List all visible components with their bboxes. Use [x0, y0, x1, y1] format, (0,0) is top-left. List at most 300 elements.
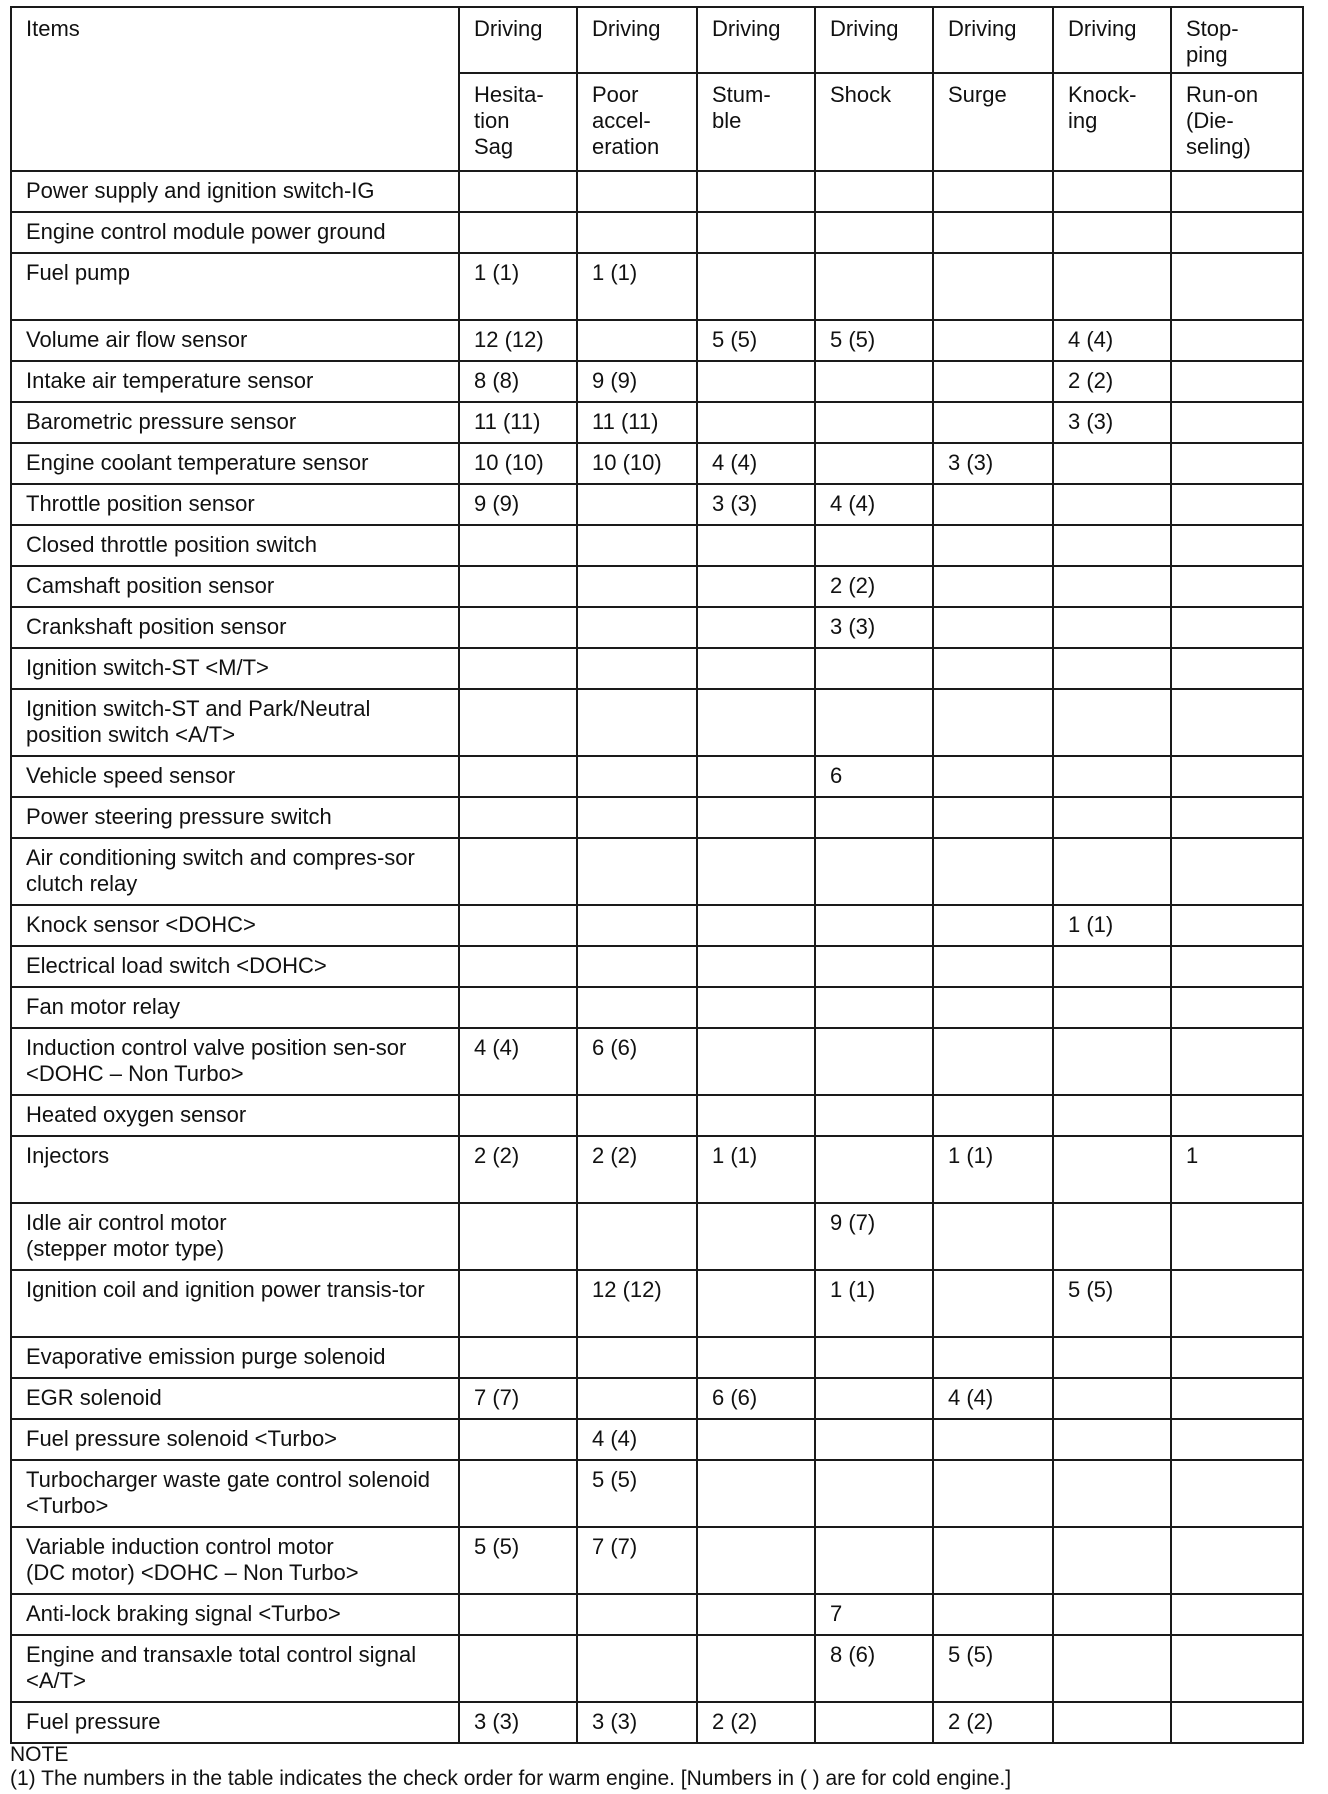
item-name-cell: Heated oxygen sensor: [11, 1095, 459, 1136]
check-order-cell: [1171, 1460, 1303, 1527]
check-order-cell: [933, 1460, 1053, 1527]
check-order-cell: [815, 402, 933, 443]
check-order-cell: [459, 607, 577, 648]
check-order-cell: [933, 689, 1053, 756]
table-row: [11, 1136, 1303, 1203]
table-row: [11, 361, 1303, 402]
check-order-cell: [459, 171, 577, 212]
check-order-cell: [815, 648, 933, 689]
check-order-cell: [577, 838, 697, 905]
check-order-cell: [815, 1028, 933, 1095]
check-order-cell: [459, 797, 577, 838]
check-order-cell: 10 (10): [459, 443, 577, 484]
check-order-cell: 3 (3): [697, 484, 815, 525]
check-order-cell: [1171, 1635, 1303, 1702]
check-order-cell: [1171, 212, 1303, 253]
check-order-cell: [1053, 525, 1171, 566]
check-order-cell: [697, 171, 815, 212]
table-row: [11, 1378, 1303, 1419]
check-order-cell: [1053, 1378, 1171, 1419]
table-row: [11, 607, 1303, 648]
item-name-cell: Power supply and ignition switch-IG: [11, 171, 459, 212]
item-name-cell: Crankshaft position sensor: [11, 607, 459, 648]
check-order-cell: [1171, 648, 1303, 689]
item-name-cell: Engine control module power ground: [11, 212, 459, 253]
check-order-cell: [697, 987, 815, 1028]
check-order-cell: [697, 361, 815, 402]
check-order-cell: 8 (6): [815, 1635, 933, 1702]
check-order-cell: [697, 566, 815, 607]
check-order-cell: [1171, 756, 1303, 797]
table-row: [11, 648, 1303, 689]
check-order-cell: [1171, 1419, 1303, 1460]
table-row: [11, 212, 1303, 253]
check-order-cell: [697, 905, 815, 946]
check-order-cell: [815, 1702, 933, 1743]
check-order-cell: [1171, 946, 1303, 987]
check-order-cell: [815, 797, 933, 838]
check-order-cell: [933, 838, 1053, 905]
check-order-cell: 6: [815, 756, 933, 797]
group-header: Driving: [577, 7, 697, 73]
item-name-cell: Closed throttle position switch: [11, 525, 459, 566]
item-name-cell: Throttle position sensor: [11, 484, 459, 525]
table-row: [11, 838, 1303, 905]
check-order-cell: [697, 253, 815, 320]
check-order-cell: 2 (2): [933, 1702, 1053, 1743]
check-order-cell: [1171, 1594, 1303, 1635]
check-order-cell: [933, 1203, 1053, 1270]
check-order-cell: [1053, 212, 1171, 253]
check-order-cell: [1171, 566, 1303, 607]
item-name-cell: Fuel pressure: [11, 1702, 459, 1743]
check-order-cell: [697, 1460, 815, 1527]
check-order-cell: [459, 905, 577, 946]
check-order-cell: [815, 838, 933, 905]
table-row: [11, 1527, 1303, 1594]
check-order-cell: 4 (4): [1053, 320, 1171, 361]
check-order-cell: [1171, 1527, 1303, 1594]
check-order-cell: [1053, 756, 1171, 797]
check-order-cell: [697, 525, 815, 566]
item-name-cell: Injectors: [11, 1136, 459, 1203]
table-row: [11, 525, 1303, 566]
check-order-cell: [697, 1095, 815, 1136]
check-order-cell: [1053, 1460, 1171, 1527]
check-order-cell: [933, 171, 1053, 212]
check-order-cell: [459, 946, 577, 987]
check-order-cell: [1053, 566, 1171, 607]
check-order-cell: [933, 320, 1053, 361]
check-order-cell: [697, 607, 815, 648]
check-order-cell: 3 (3): [577, 1702, 697, 1743]
check-order-cell: [815, 1460, 933, 1527]
check-order-cell: 10 (10): [577, 443, 697, 484]
check-order-cell: [815, 525, 933, 566]
item-name-cell: Fuel pump: [11, 253, 459, 320]
check-order-cell: [1171, 797, 1303, 838]
table-body: [11, 171, 1303, 1743]
item-name-cell: Engine and transaxle total control signal <A/T>: [11, 1635, 459, 1702]
table-row: [11, 689, 1303, 756]
check-order-cell: [1053, 1635, 1171, 1702]
item-name-cell: Camshaft position sensor: [11, 566, 459, 607]
item-name-cell: Intake air temperature sensor: [11, 361, 459, 402]
check-order-cell: [1053, 1594, 1171, 1635]
check-order-cell: [697, 797, 815, 838]
check-order-cell: 11 (11): [577, 402, 697, 443]
check-order-cell: [1053, 1203, 1171, 1270]
check-order-cell: 12 (12): [577, 1270, 697, 1337]
check-order-cell: [577, 525, 697, 566]
check-order-cell: 4 (4): [459, 1028, 577, 1095]
check-order-cell: 6 (6): [697, 1378, 815, 1419]
item-name-cell: Ignition switch-ST and Park/Neutral position switch <A/T>: [11, 689, 459, 756]
check-order-cell: [577, 1095, 697, 1136]
check-order-cell: [697, 689, 815, 756]
check-order-cell: [1171, 253, 1303, 320]
check-order-cell: [1171, 838, 1303, 905]
check-order-cell: [933, 1419, 1053, 1460]
check-order-cell: [577, 797, 697, 838]
check-order-cell: [697, 1203, 815, 1270]
check-order-cell: [1053, 648, 1171, 689]
check-order-cell: 9 (9): [459, 484, 577, 525]
check-order-cell: [933, 525, 1053, 566]
table-row: [11, 1028, 1303, 1095]
check-order-cell: [697, 212, 815, 253]
check-order-cell: [933, 1527, 1053, 1594]
check-order-cell: [815, 1527, 933, 1594]
check-order-cell: [815, 212, 933, 253]
check-order-cell: 5 (5): [815, 320, 933, 361]
check-order-cell: [815, 1419, 933, 1460]
check-order-cell: [577, 756, 697, 797]
check-order-cell: [697, 648, 815, 689]
check-order-cell: 5 (5): [1053, 1270, 1171, 1337]
check-order-cell: 1: [1171, 1136, 1303, 1203]
check-order-cell: [459, 987, 577, 1028]
check-order-cell: [459, 756, 577, 797]
item-name-cell: Fan motor relay: [11, 987, 459, 1028]
symptom-header: Surge: [933, 73, 1053, 171]
check-order-cell: [459, 1635, 577, 1702]
check-order-cell: [933, 756, 1053, 797]
check-order-cell: 3 (3): [1053, 402, 1171, 443]
check-order-cell: 1 (1): [697, 1136, 815, 1203]
check-order-cell: [815, 946, 933, 987]
table-row: [11, 171, 1303, 212]
check-order-cell: [815, 1136, 933, 1203]
note-section: [10, 1743, 1310, 1791]
table-row: [11, 443, 1303, 484]
check-order-cell: [697, 1419, 815, 1460]
check-order-cell: [1171, 320, 1303, 361]
check-order-cell: 2 (2): [815, 566, 933, 607]
check-order-cell: [1053, 689, 1171, 756]
symptom-header: Knock- ing: [1053, 73, 1171, 171]
check-order-cell: [577, 1337, 697, 1378]
check-order-cell: [697, 946, 815, 987]
check-order-cell: [815, 1095, 933, 1136]
check-order-cell: [697, 756, 815, 797]
check-order-cell: [1171, 905, 1303, 946]
check-order-cell: [933, 212, 1053, 253]
check-order-cell: 8 (8): [459, 361, 577, 402]
check-order-cell: [459, 648, 577, 689]
check-order-cell: 11 (11): [459, 402, 577, 443]
check-order-cell: [1171, 402, 1303, 443]
check-order-cell: [815, 1378, 933, 1419]
check-order-cell: [1053, 607, 1171, 648]
check-order-cell: [697, 402, 815, 443]
check-order-cell: [459, 566, 577, 607]
group-header: Driving: [933, 7, 1053, 73]
check-order-cell: [1053, 484, 1171, 525]
check-order-cell: [459, 1270, 577, 1337]
check-order-cell: [577, 1594, 697, 1635]
check-order-cell: [815, 171, 933, 212]
check-order-cell: [1053, 443, 1171, 484]
check-order-cell: 9 (9): [577, 361, 697, 402]
check-order-cell: [1053, 1337, 1171, 1378]
item-name-cell: Ignition coil and ignition power transis-tor: [11, 1270, 459, 1337]
check-order-cell: 7 (7): [577, 1527, 697, 1594]
check-order-cell: 4 (4): [697, 443, 815, 484]
group-header: Driving: [459, 7, 577, 73]
item-name-cell: Ignition switch-ST <M/T>: [11, 648, 459, 689]
check-order-cell: 2 (2): [459, 1136, 577, 1203]
check-order-cell: [933, 402, 1053, 443]
check-order-cell: [459, 838, 577, 905]
check-order-cell: [577, 566, 697, 607]
check-order-cell: [459, 1095, 577, 1136]
item-name-cell: EGR solenoid: [11, 1378, 459, 1419]
item-name-cell: Electrical load switch <DOHC>: [11, 946, 459, 987]
check-order-cell: [697, 1270, 815, 1337]
check-order-cell: 1 (1): [933, 1136, 1053, 1203]
check-order-cell: [1053, 1136, 1171, 1203]
check-order-cell: [1171, 361, 1303, 402]
check-order-cell: 3 (3): [933, 443, 1053, 484]
check-order-cell: [1171, 525, 1303, 566]
check-order-cell: [933, 797, 1053, 838]
check-order-cell: [815, 443, 933, 484]
check-order-cell: [933, 607, 1053, 648]
check-order-cell: [933, 987, 1053, 1028]
table-row: [11, 402, 1303, 443]
check-order-cell: [1171, 607, 1303, 648]
check-order-cell: [933, 1594, 1053, 1635]
check-order-cell: [1171, 987, 1303, 1028]
check-order-cell: [577, 905, 697, 946]
table-row: [11, 320, 1303, 361]
check-order-cell: [1053, 1702, 1171, 1743]
check-order-cell: [459, 1419, 577, 1460]
check-order-cell: 4 (4): [577, 1419, 697, 1460]
symptom-header: Stum- ble: [697, 73, 815, 171]
item-name-cell: Engine coolant temperature sensor: [11, 443, 459, 484]
check-order-cell: [1171, 1702, 1303, 1743]
check-order-cell: [933, 1270, 1053, 1337]
check-order-cell: [577, 1378, 697, 1419]
check-order-cell: [1053, 253, 1171, 320]
check-order-cell: 5 (5): [697, 320, 815, 361]
check-order-cell: [815, 1337, 933, 1378]
item-name-cell: Fuel pressure solenoid <Turbo>: [11, 1419, 459, 1460]
check-order-cell: [933, 361, 1053, 402]
check-order-cell: [697, 1028, 815, 1095]
check-order-cell: 6 (6): [577, 1028, 697, 1095]
table-row: [11, 1419, 1303, 1460]
check-order-cell: [697, 838, 815, 905]
check-order-cell: [933, 566, 1053, 607]
symptom-header: Shock: [815, 73, 933, 171]
check-order-cell: 5 (5): [933, 1635, 1053, 1702]
check-order-cell: 9 (7): [815, 1203, 933, 1270]
group-header: Driving: [697, 7, 815, 73]
check-order-cell: [1171, 1203, 1303, 1270]
check-order-cell: 12 (12): [459, 320, 577, 361]
check-order-cell: [815, 361, 933, 402]
check-order-cell: [815, 253, 933, 320]
check-order-cell: 5 (5): [459, 1527, 577, 1594]
item-name-cell: Anti-lock braking signal <Turbo>: [11, 1594, 459, 1635]
check-order-cell: [1171, 689, 1303, 756]
item-name-cell: Evaporative emission purge solenoid: [11, 1337, 459, 1378]
check-order-cell: [459, 689, 577, 756]
table-row: [11, 1460, 1303, 1527]
check-order-cell: [1171, 171, 1303, 212]
check-order-cell: [459, 1337, 577, 1378]
item-name-cell: Variable induction control motor (DC motor) <DOHC – Non Turbo>: [11, 1527, 459, 1594]
check-order-cell: [577, 607, 697, 648]
check-order-cell: 7 (7): [459, 1378, 577, 1419]
trouble-symptom-table: [10, 6, 1304, 1744]
checklist-page: [10, 6, 1302, 1744]
note-text: (1) The numbers in the table indicates the check order for warm engine. [Numbers in ( ) are for cold engine.]: [10, 1767, 1012, 1790]
item-name-cell: Idle air control motor (stepper motor type): [11, 1203, 459, 1270]
header-group-row: [11, 7, 1303, 73]
check-order-cell: [577, 987, 697, 1028]
check-order-cell: [815, 905, 933, 946]
table-row: [11, 1635, 1303, 1702]
check-order-cell: [577, 212, 697, 253]
check-order-cell: [459, 525, 577, 566]
check-order-cell: [1053, 1527, 1171, 1594]
check-order-cell: [697, 1635, 815, 1702]
table-row: [11, 756, 1303, 797]
item-name-cell: Air conditioning switch and compres-sor clutch relay: [11, 838, 459, 905]
check-order-cell: [1053, 171, 1171, 212]
check-order-cell: 1 (1): [459, 253, 577, 320]
table-row: [11, 1203, 1303, 1270]
symptom-header: Hesita- tion Sag: [459, 73, 577, 171]
check-order-cell: [1053, 1028, 1171, 1095]
table-row: [11, 484, 1303, 525]
check-order-cell: [1053, 1419, 1171, 1460]
check-order-cell: [459, 212, 577, 253]
check-order-cell: 5 (5): [577, 1460, 697, 1527]
check-order-cell: [1171, 1028, 1303, 1095]
item-name-cell: Power steering pressure switch: [11, 797, 459, 838]
check-order-cell: [1171, 1337, 1303, 1378]
check-order-cell: [459, 1460, 577, 1527]
check-order-cell: [933, 905, 1053, 946]
check-order-cell: [1171, 1378, 1303, 1419]
check-order-cell: [1053, 1095, 1171, 1136]
check-order-cell: [933, 648, 1053, 689]
table-row: [11, 946, 1303, 987]
table-row: [11, 905, 1303, 946]
check-order-cell: [933, 253, 1053, 320]
table-row: [11, 566, 1303, 607]
check-order-cell: 2 (2): [697, 1702, 815, 1743]
check-order-cell: 2 (2): [577, 1136, 697, 1203]
table-row: [11, 797, 1303, 838]
check-order-cell: [577, 484, 697, 525]
check-order-cell: [577, 1203, 697, 1270]
check-order-cell: [577, 171, 697, 212]
check-order-cell: [933, 1337, 1053, 1378]
check-order-cell: [815, 689, 933, 756]
check-order-cell: [459, 1594, 577, 1635]
check-order-cell: [933, 1028, 1053, 1095]
note-title: NOTE: [10, 1743, 69, 1766]
check-order-cell: 1 (1): [577, 253, 697, 320]
check-order-cell: [933, 484, 1053, 525]
check-order-cell: 7: [815, 1594, 933, 1635]
check-order-cell: 4 (4): [815, 484, 933, 525]
symptom-header: Poor accel- eration: [577, 73, 697, 171]
check-order-cell: 4 (4): [933, 1378, 1053, 1419]
item-name-cell: Vehicle speed sensor: [11, 756, 459, 797]
check-order-cell: 3 (3): [815, 607, 933, 648]
check-order-cell: [1053, 946, 1171, 987]
check-order-cell: [815, 987, 933, 1028]
table-row: [11, 1337, 1303, 1378]
check-order-cell: [697, 1594, 815, 1635]
table-row: [11, 1095, 1303, 1136]
check-order-cell: [1053, 838, 1171, 905]
item-name-cell: Turbocharger waste gate control solenoid <Turbo>: [11, 1460, 459, 1527]
check-order-cell: [577, 320, 697, 361]
table-row: [11, 1594, 1303, 1635]
group-header: Stop- ping: [1171, 7, 1303, 73]
group-header: Driving: [1053, 7, 1171, 73]
check-order-cell: [459, 1203, 577, 1270]
check-order-cell: 3 (3): [459, 1702, 577, 1743]
check-order-cell: [1171, 443, 1303, 484]
table-row: [11, 253, 1303, 320]
check-order-cell: [697, 1337, 815, 1378]
check-order-cell: [933, 946, 1053, 987]
symptom-header: Run-on (Die- seling): [1171, 73, 1303, 171]
table-row: [11, 987, 1303, 1028]
items-header: Items: [11, 7, 459, 171]
check-order-cell: [577, 946, 697, 987]
check-order-cell: [697, 1527, 815, 1594]
item-name-cell: Barometric pressure sensor: [11, 402, 459, 443]
check-order-cell: [1053, 797, 1171, 838]
check-order-cell: 1 (1): [815, 1270, 933, 1337]
item-name-cell: Volume air flow sensor: [11, 320, 459, 361]
check-order-cell: [1171, 1270, 1303, 1337]
check-order-cell: [577, 1635, 697, 1702]
group-header: Driving: [815, 7, 933, 73]
check-order-cell: 2 (2): [1053, 361, 1171, 402]
check-order-cell: [577, 648, 697, 689]
